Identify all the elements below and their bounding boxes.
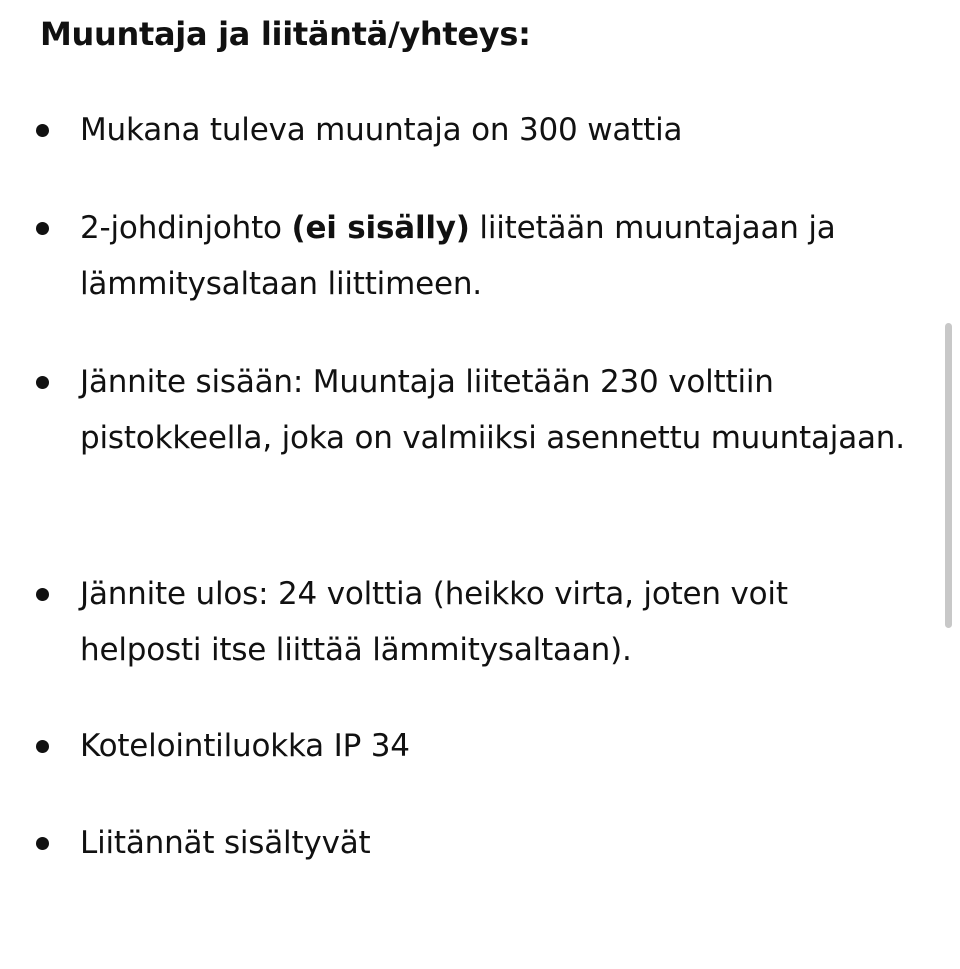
- scrollbar-thumb[interactable]: [945, 323, 952, 628]
- bullet-icon: [36, 740, 49, 753]
- bullet-icon: [36, 222, 49, 235]
- list-item-text-end: liitetään muuntajaan ja lämmitysaltaan liittimeen.: [80, 210, 836, 302]
- list-item-text: Kotelointiluokka IP 34: [80, 728, 410, 764]
- list-item-text-start: 2-johdinjohto: [80, 210, 292, 246]
- bullet-icon: [36, 376, 49, 389]
- list-item-text: Jännite ulos: 24 volttia (heikko virta, joten voit helposti itse liittää lämmitysaltaan).: [80, 576, 788, 668]
- bullet-icon: [36, 837, 49, 850]
- bullet-icon: [36, 124, 49, 137]
- list-item-text: Jännite sisään: Muuntaja liitetään 230 volttiin pistokkeella, joka on valmiiksi asennettu muuntajaan.: [80, 364, 905, 456]
- list-item-text: Mukana tuleva muuntaja on 300 wattia: [80, 112, 683, 148]
- section-heading: Muuntaja ja liitäntä/yhteys:: [40, 15, 531, 53]
- list-item-text: Liitännät sisältyvät: [80, 825, 371, 861]
- list-item-text: [80, 200, 910, 312]
- list-item-bold-text: (ei sisälly): [291, 210, 470, 246]
- bullet-icon: [36, 588, 49, 601]
